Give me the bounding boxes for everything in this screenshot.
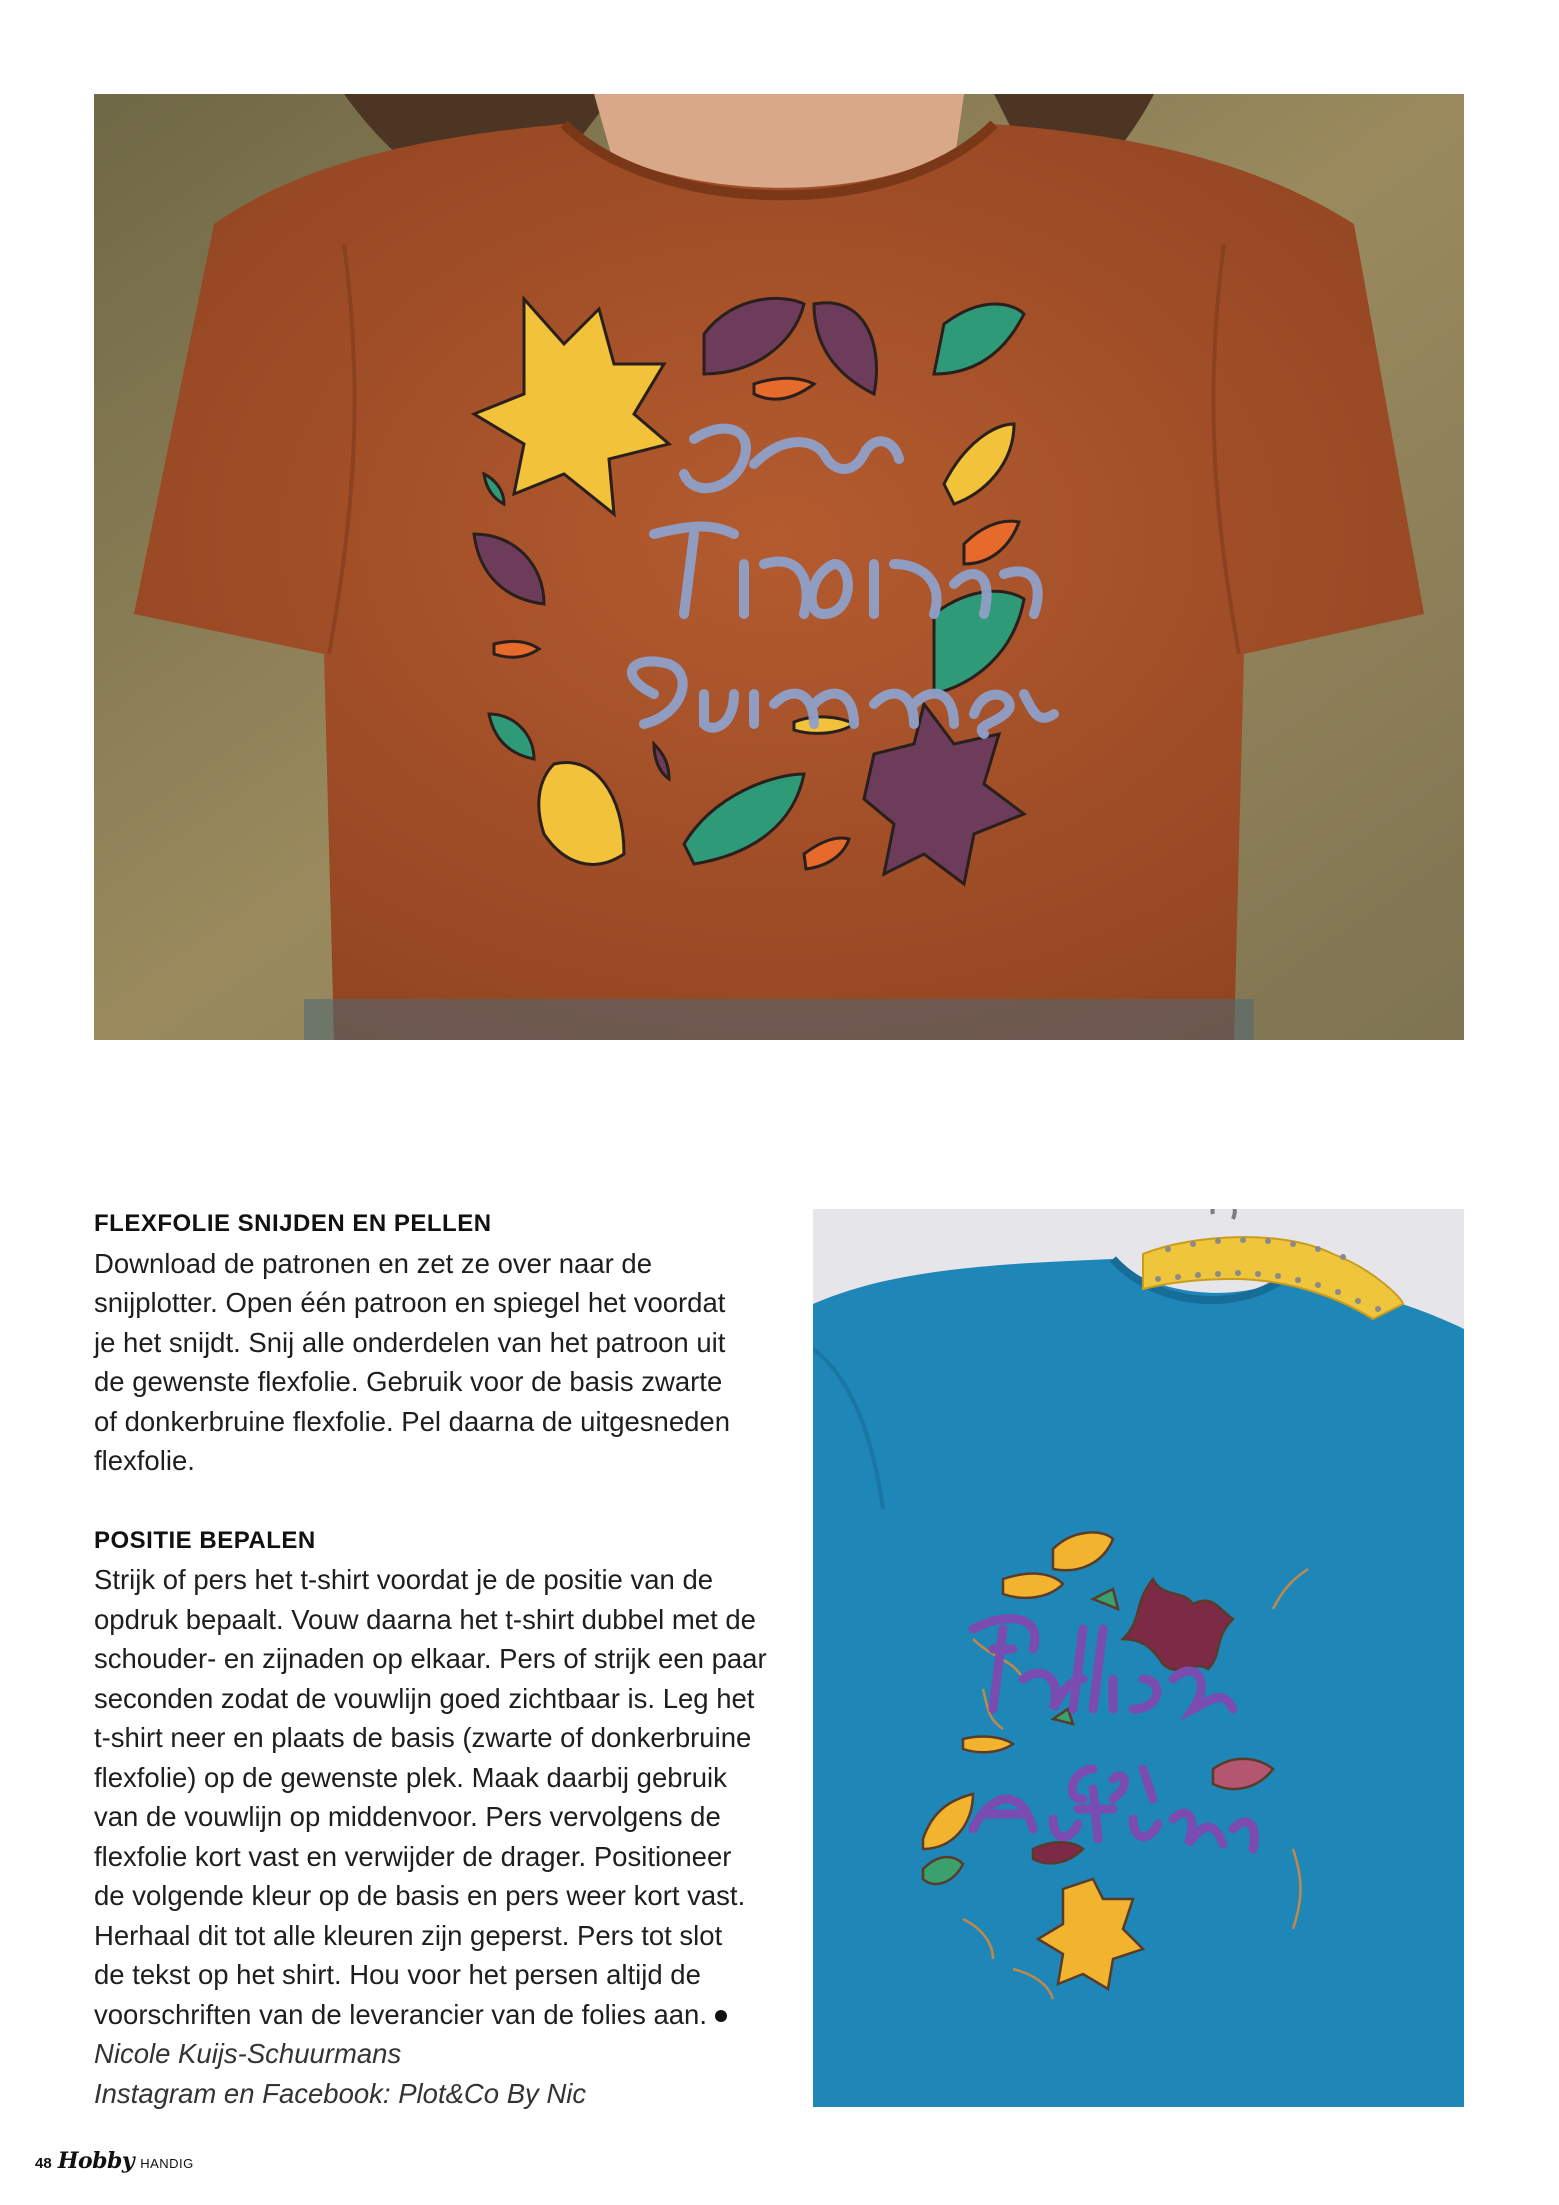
credit-author: Nicole Kuijs-Schuurmans xyxy=(94,2038,402,2069)
photo-blue-tshirt xyxy=(813,1209,1464,2107)
section-body-positie-wrap xyxy=(94,1560,794,2034)
section-heading-flexfolie: FLEXFOLIE SNIJDEN EN PELLEN xyxy=(94,1210,492,1237)
photo-orange-tshirt xyxy=(94,94,1464,1040)
page-number: 48 xyxy=(35,2155,52,2172)
section-heading-positie: POSITIE BEPALEN xyxy=(94,1526,316,1554)
magazine-logo-caps: HANDIG xyxy=(140,2156,194,2171)
section-body-flexfolie: Download de patronen en zet ze over naar de snijplotter. Open één patroon en spiegel het voordat je het snijdt. Snij alle onderdelen van het patroon uit de gewenste flexfolie. Gebruik voor de basis zwarte of donkerbruine flexfolie. Pel daarna de uitgesneden flexfolie. xyxy=(94,1247,731,1476)
magazine-logo-script: Hobby xyxy=(57,2148,135,2174)
page-footer xyxy=(35,2148,194,2174)
section-body-positie: Strijk of pers het t-shirt voordat je de positie van de opdruk bepaalt. Vouw daarna het t-shirt dubbel met de schouder- en zijnaden op elkaar. Pers of strijk een paar seconden zodat de vouwlijn goed zichtbaar is. Leg het t-shirt neer en plaats de basis (zwarte of donkerbruine flexfolie) op de gewenste plek. Maak daarbij gebruik van de vouwlijn op middenvoor. Pers vervolgens de flexfolie kort vast en verwijder de drager. Positioneer de volgende kleur op de basis en pers weer kort vast. Herhaal dit tot alle kleuren zijn geperst. Pers tot slot de tekst op het shirt. Hou voor het persen altijd de voorschriften van de leverancier van de folies aan. xyxy=(94,1564,767,2030)
article-body xyxy=(94,1204,794,2113)
blue-tshirt-illustration xyxy=(813,1209,1464,2107)
credit-social: Instagram en Facebook: Plot&Co By Nic xyxy=(94,2077,587,2109)
orange-tshirt-illustration xyxy=(94,94,1464,1040)
end-mark-icon xyxy=(715,2010,727,2022)
